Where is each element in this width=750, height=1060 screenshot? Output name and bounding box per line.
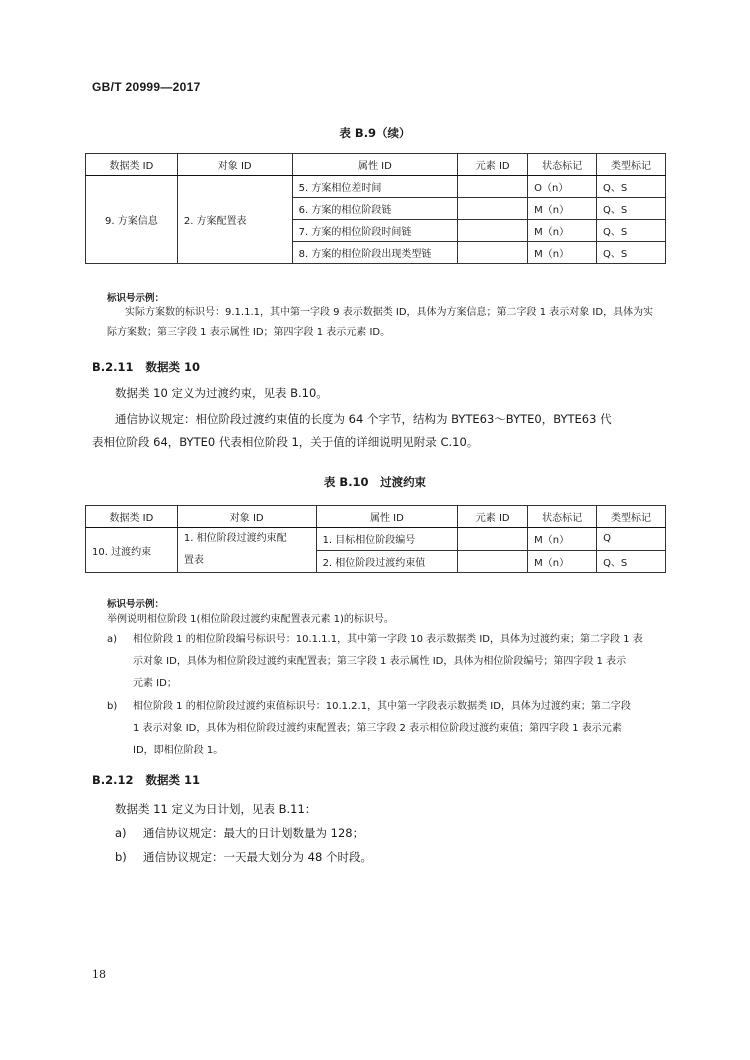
element-cell (458, 528, 528, 551)
type-cell: Q (597, 528, 666, 551)
object-cell-line: 1. 相位阶段过渡约束配 (183, 533, 287, 544)
list-marker: b) (107, 701, 118, 712)
data-class-cell: 10. 过渡约束 (86, 528, 178, 573)
type-cell: Q、S (597, 242, 666, 264)
element-cell (458, 176, 528, 198)
list-marker: a) (115, 826, 127, 840)
column-header: 状态标记 (528, 154, 597, 176)
state-cell: M（n） (528, 528, 597, 551)
table-b10 (85, 505, 666, 573)
table-row (86, 176, 666, 198)
column-header: 对象 ID (177, 506, 316, 528)
attribute-cell: 2. 相位阶段过渡约束值 (316, 550, 458, 573)
note-title: 标识号示例： (107, 599, 165, 610)
note-line: 相位阶段 1 的相位阶段编号标识号：10.1.1.1，其中第一字段 10 表示数据类 ID，具体为过渡约束；第二字段 1 表 (133, 634, 643, 645)
note-line: 元素 ID； (133, 678, 177, 689)
table-b10-caption: 表 B.10 过渡约束 (323, 475, 427, 489)
section-heading-b212 (92, 772, 200, 788)
column-header: 对象 ID (177, 154, 292, 176)
state-cell: M（n） (528, 198, 597, 220)
note-line: 相位阶段 1 的相位阶段过渡约束值标识号：10.1.2.1，其中第一字段表示数据类 ID，具体为过渡约束；第二字段 (133, 701, 631, 712)
state-cell: M（n） (528, 550, 597, 573)
column-header: 属性 ID (316, 506, 458, 528)
object-cell: 2. 方案配置表 (177, 176, 292, 264)
table-b9-caption: 表 B.9（续） (339, 126, 411, 140)
column-header: 类型标记 (597, 506, 666, 528)
paragraph: 表相位阶段 64，BYTE0 代表相位阶段 1，关于值的详细说明见附录 C.10。 (92, 435, 479, 449)
type-cell: Q、S (597, 220, 666, 242)
section-title: 数据类 11 (145, 773, 201, 787)
data-class-cell: 9. 方案信息 (86, 176, 178, 264)
paragraph: 数据类 11 定义为日计划，见表 B.11： (115, 802, 317, 816)
state-cell: M（n） (528, 242, 597, 264)
table-header-row (86, 154, 666, 176)
object-cell-line: 置表 (183, 555, 204, 566)
note-line: 示对象 ID，具体为相位阶段过渡约束配置表；第三字段 1 表示属性 ID，具体为相位阶段编号；第四字段 1 表示 (133, 656, 627, 667)
list-item-text: 通信协议规定：最大的日计划数量为 128； (143, 826, 365, 840)
column-header: 数据类 ID (86, 154, 178, 176)
note-intro: 举例说明相位阶段 1(相位阶段过渡约束配置表元素 1)的标识号。 (107, 614, 394, 625)
section-heading-b211 (92, 359, 200, 375)
element-cell (458, 198, 528, 220)
note-line: ID，即相位阶段 1。 (133, 745, 224, 756)
paragraph: 通信协议规定：相位阶段过渡约束值的长度为 64 个字节，结构为 BYTE63～BYTE0，BYTE63 代 (115, 412, 612, 426)
column-header: 数据类 ID (86, 506, 178, 528)
table-b9 (85, 153, 666, 264)
attribute-cell: 8. 方案的相位阶段出现类型链 (292, 242, 458, 264)
standard-number-header: GB/T 20999—2017 (92, 80, 201, 94)
element-cell (458, 550, 528, 573)
section-title: 数据类 10 (145, 360, 201, 374)
list-item-text: 通信协议规定：一天最大划分为 48 个时段。 (143, 850, 372, 864)
state-cell: O（n） (528, 176, 597, 198)
type-cell: Q、S (597, 176, 666, 198)
attribute-cell: 7. 方案的相位阶段时间链 (292, 220, 458, 242)
type-cell: Q、S (597, 198, 666, 220)
list-marker: b) (115, 850, 127, 864)
attribute-cell: 5. 方案相位差时间 (292, 176, 458, 198)
note-line: 实际方案数的标识号：9.1.1.1，其中第一字段 9 表示数据类 ID，具体为方案信息；第二字段 1 表示对象 ID，具体为实 (125, 307, 654, 318)
element-cell (458, 220, 528, 242)
list-marker: a) (107, 634, 118, 645)
element-cell (458, 242, 528, 264)
column-header: 属性 ID (292, 154, 458, 176)
table-header-row (86, 506, 666, 528)
note-line: 1 表示对象 ID，具体为相位阶段过渡约束配置表；第三字段 2 表示相位阶段过渡约束值；第四字段 1 表示元素 (133, 723, 622, 734)
attribute-cell: 6. 方案的相位阶段链 (292, 198, 458, 220)
page-number: 18 (92, 968, 106, 981)
note-line: 际方案数；第三字段 1 表示属性 ID；第四字段 1 表示元素 ID。 (107, 327, 391, 338)
section-number: B.2.11 (92, 360, 134, 374)
column-header: 元素 ID (458, 154, 528, 176)
type-cell: Q、S (597, 550, 666, 573)
column-header: 元素 ID (458, 506, 528, 528)
note-title: 标识号示例： (107, 293, 165, 304)
section-number: B.2.12 (92, 773, 134, 787)
column-header: 状态标记 (528, 506, 597, 528)
paragraph: 数据类 10 定义为过渡约束，见表 B.10。 (115, 386, 328, 400)
column-header: 类型标记 (597, 154, 666, 176)
state-cell: M（n） (528, 220, 597, 242)
table-row (86, 528, 666, 551)
attribute-cell: 1. 目标相位阶段编号 (316, 528, 458, 551)
object-cell (177, 528, 316, 573)
